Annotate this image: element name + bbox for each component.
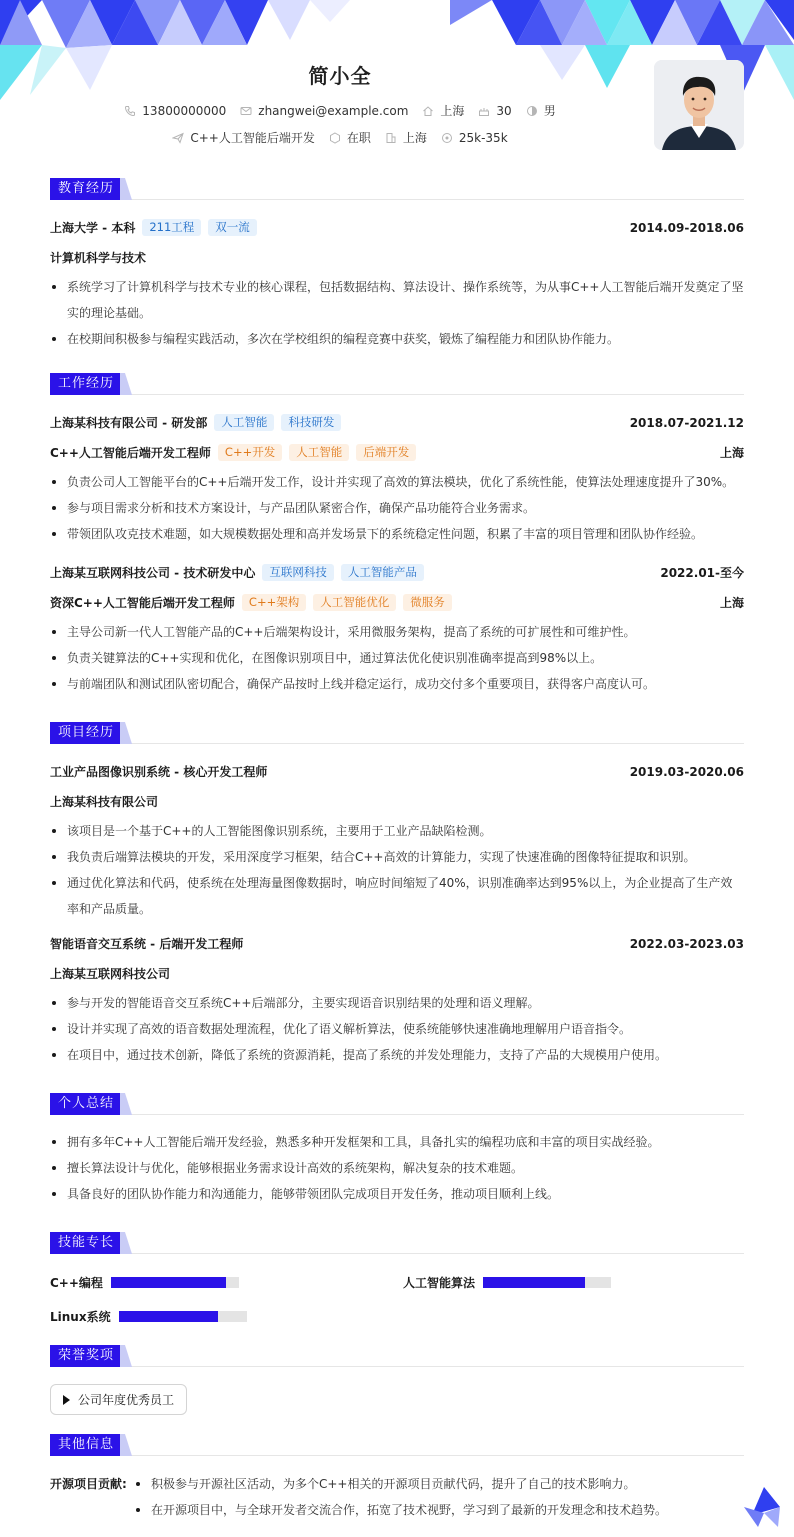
section-title: 教育经历 bbox=[50, 178, 122, 200]
company-tag: 人工智能产品 bbox=[341, 564, 424, 581]
building-icon bbox=[385, 132, 397, 144]
job-tag: C++开发 bbox=[218, 444, 282, 461]
company-tag: 科技研发 bbox=[281, 414, 341, 431]
project-name: 智能语音交互系统 - 后端开发工程师 bbox=[50, 937, 244, 951]
project-period: 2022.03-2023.03 bbox=[629, 936, 744, 951]
company-name: 上海某科技有限公司 - 研发部 bbox=[50, 416, 208, 430]
award-badge bbox=[50, 1384, 187, 1415]
salary-text: 25k-35k bbox=[458, 130, 508, 145]
skill-level-fill bbox=[119, 1311, 219, 1322]
work-period: 2022.01-至今 bbox=[660, 566, 744, 580]
salary-item bbox=[441, 131, 508, 145]
email-item bbox=[240, 104, 408, 118]
section-header bbox=[50, 722, 744, 744]
award-text: 公司年度优秀员工 bbox=[78, 1393, 175, 1407]
section-title: 项目经历 bbox=[50, 722, 122, 744]
age-text: 30 bbox=[496, 103, 512, 118]
list-item: 系统学习了计算机科学与技术专业的核心课程，包括数据结构、算法设计、操作系统等，为从事C++人工智能后端开发奠定了坚实的理论基础。 bbox=[50, 274, 744, 326]
city-text: 上海 bbox=[440, 104, 465, 118]
school-name: 上海大学 - 本科 bbox=[50, 221, 136, 235]
skill-bar bbox=[483, 1277, 611, 1288]
phone-icon bbox=[124, 105, 136, 117]
status-text: 在职 bbox=[346, 131, 371, 145]
list-item: 主导公司新一代人工智能产品的C++后端架构设计，采用微服务架构，提高了系统的可扩展性和可维护性。 bbox=[50, 619, 744, 645]
skill-bar bbox=[111, 1277, 239, 1288]
major-row bbox=[50, 249, 744, 266]
skill-level-fill bbox=[483, 1277, 585, 1288]
status-item bbox=[329, 129, 371, 146]
work-2-header-row bbox=[50, 564, 744, 581]
project-period: 2019.03-2020.06 bbox=[629, 764, 744, 779]
school-tag: 双一流 bbox=[208, 219, 257, 236]
work-1-bullets bbox=[50, 469, 744, 547]
job-title: 资深C++人工智能后端开发工程师 bbox=[50, 596, 235, 610]
avatar bbox=[654, 60, 744, 150]
work-section bbox=[50, 373, 744, 395]
list-item: 负责关键算法的C++实现和优化，在图像识别项目中，通过算法优化使识别准确率提高到98%以上。 bbox=[50, 645, 744, 671]
list-item: 在校期间积极参与编程实践活动，多次在学校组织的编程竞赛中获奖，锻炼了编程能力和团队协作能力。 bbox=[50, 326, 744, 352]
status-icon bbox=[329, 132, 341, 144]
list-item: 参与项目需求分析和技术方案设计，与产品团队紧密合作，确保产品功能符合业务需求。 bbox=[50, 495, 744, 521]
section-header bbox=[50, 373, 744, 395]
title-tail-decoration bbox=[120, 1345, 132, 1367]
other-section bbox=[50, 1434, 744, 1456]
company-tag: 互联网科技 bbox=[262, 564, 334, 581]
title-tail-decoration bbox=[120, 373, 132, 395]
section-title: 工作经历 bbox=[50, 373, 122, 395]
skill-level-fill bbox=[111, 1277, 226, 1288]
education-header-row bbox=[50, 219, 744, 236]
list-item: 与前端团队和测试团队密切配合，确保产品按时上线并稳定运行，成功交付多个重要项目，获得客户高度认可。 bbox=[50, 671, 744, 697]
section-header bbox=[50, 1434, 744, 1456]
skills-section bbox=[50, 1232, 744, 1254]
summary-bullets bbox=[50, 1129, 744, 1207]
job-tag: 人工智能 bbox=[289, 444, 349, 461]
job-target-text: C++人工智能后端开发 bbox=[190, 131, 315, 145]
job-title: C++人工智能后端开发工程师 bbox=[50, 446, 211, 460]
work-2-title-row bbox=[50, 594, 744, 611]
phone-item bbox=[124, 104, 226, 118]
awards-section bbox=[50, 1345, 744, 1367]
job-tag: 人工智能优化 bbox=[313, 594, 396, 611]
skill-item bbox=[403, 1274, 611, 1291]
skill-name: C++编程 bbox=[50, 1276, 103, 1290]
section-title: 技能专长 bbox=[50, 1232, 122, 1254]
project-2-header-row bbox=[50, 935, 744, 952]
list-item: 拥有多年C++人工智能后端开发经验，熟悉多种开发框架和工具，具备扎实的编程功底和丰富的项目实战经验。 bbox=[50, 1129, 744, 1155]
section-header bbox=[50, 178, 744, 200]
work-period: 2018.07-2021.12 bbox=[629, 415, 744, 430]
list-item: 该项目是一个基于C++的人工智能图像识别系统，主要用于工业产品缺陷检测。 bbox=[50, 818, 744, 844]
education-section bbox=[50, 178, 744, 200]
education-bullets bbox=[50, 274, 744, 352]
list-item: 积极参与开源社区活动，为多个C++相关的开源项目贡献代码，提升了自己的技术影响力。 bbox=[133, 1471, 744, 1497]
gender-text: 男 bbox=[543, 104, 556, 118]
send-icon bbox=[172, 132, 184, 144]
target-city-item bbox=[385, 129, 427, 146]
list-item: 在项目中，通过技术创新，降低了系统的资源消耗，提高了系统的并发处理能力，支持了产品的大规模用户使用。 bbox=[50, 1042, 744, 1068]
cake-icon bbox=[478, 105, 490, 117]
target-city-text: 上海 bbox=[402, 131, 427, 145]
corner-triangle-decoration bbox=[744, 1487, 780, 1527]
project-company: 上海某互联网科技公司 bbox=[50, 967, 171, 981]
city-item bbox=[422, 102, 464, 119]
section-title: 个人总结 bbox=[50, 1093, 122, 1115]
company-name: 上海某互联网科技公司 - 技术研发中心 bbox=[50, 566, 256, 580]
job-location: 上海 bbox=[719, 596, 744, 610]
work-1-title-row bbox=[50, 444, 744, 461]
list-item: 在开源项目中，与全球开发者交流合作，拓宽了技术视野，学习到了最新的开发理念和技术趋势。 bbox=[133, 1497, 744, 1523]
phone-text: 13800000000 bbox=[142, 103, 227, 118]
list-item: 我负责后端算法模块的开发，采用深度学习框架，结合C++高效的计算能力，实现了快速准确的图像特征提取和识别。 bbox=[50, 844, 744, 870]
skill-name: 人工智能算法 bbox=[403, 1276, 476, 1290]
email-text: zhangwei@example.com bbox=[258, 103, 409, 118]
job-tag: 微服务 bbox=[403, 594, 452, 611]
list-item: 擅长算法设计与优化，能够根据业务需求设计高效的系统架构，解决复杂的技术难题。 bbox=[50, 1155, 744, 1181]
title-tail-decoration bbox=[120, 1093, 132, 1115]
school-tag: 211工程 bbox=[142, 219, 201, 236]
major-name: 计算机科学与技术 bbox=[50, 251, 147, 265]
list-item: 负责公司人工智能平台的C++后端开发工作，设计并实现了高效的算法模块，优化了系统性能，使算法处理速度提升了30%。 bbox=[50, 469, 744, 495]
project-1-company-row bbox=[50, 793, 744, 810]
job-tag: C++架构 bbox=[242, 594, 306, 611]
project-2-company-row bbox=[50, 965, 744, 982]
title-tail-decoration bbox=[120, 722, 132, 744]
candidate-name: 简小全 bbox=[308, 64, 372, 88]
list-item: 具备良好的团队协作能力和沟通能力，能够带领团队完成项目开发任务，推动项目顺利上线。 bbox=[50, 1181, 744, 1207]
project-name: 工业产品图像识别系统 - 核心开发工程师 bbox=[50, 765, 268, 779]
project-1-bullets bbox=[50, 818, 744, 922]
section-title: 荣誉奖项 bbox=[50, 1345, 122, 1367]
title-tail-decoration bbox=[120, 1434, 132, 1456]
gender-item bbox=[526, 102, 556, 119]
other-label: 开源项目贡献: bbox=[50, 1477, 127, 1491]
age-item bbox=[478, 104, 511, 118]
summary-section bbox=[50, 1093, 744, 1115]
title-tail-decoration bbox=[120, 1232, 132, 1254]
job-tag: 后端开发 bbox=[356, 444, 416, 461]
skill-bar bbox=[119, 1311, 247, 1322]
work-2-bullets bbox=[50, 619, 744, 697]
skill-item bbox=[50, 1274, 239, 1291]
list-item: 带领团队攻克技术难题，如大规模数据处理和高并发场景下的系统稳定性问题，积累了丰富的项目管理和团队协作经验。 bbox=[50, 521, 744, 547]
job-target-item bbox=[172, 129, 315, 146]
other-bullets bbox=[133, 1471, 744, 1523]
education-period: 2014.09-2018.06 bbox=[629, 220, 744, 235]
job-location: 上海 bbox=[719, 446, 744, 460]
mail-icon bbox=[240, 105, 252, 117]
job-intention-row bbox=[0, 129, 680, 146]
salary-icon bbox=[441, 132, 453, 144]
project-company: 上海某科技有限公司 bbox=[50, 795, 159, 809]
play-icon bbox=[63, 1395, 70, 1405]
section-header bbox=[50, 1232, 744, 1254]
home-icon bbox=[422, 105, 434, 117]
contact-info-row bbox=[0, 102, 680, 119]
work-1-header-row bbox=[50, 414, 744, 431]
skill-name: Linux系统 bbox=[50, 1310, 111, 1324]
list-item: 参与开发的智能语音交互系统C++后端部分，主要实现语音识别结果的处理和语义理解。 bbox=[50, 990, 744, 1016]
projects-section bbox=[50, 722, 744, 744]
company-tag: 人工智能 bbox=[214, 414, 274, 431]
gender-icon bbox=[526, 105, 538, 117]
project-1-header-row bbox=[50, 763, 744, 780]
list-item: 设计并实现了高效的语音数据处理流程，优化了语义解析算法，使系统能够快速准确地理解用户语音指令。 bbox=[50, 1016, 744, 1042]
section-header bbox=[50, 1345, 744, 1367]
section-header bbox=[50, 1093, 744, 1115]
section-title: 其他信息 bbox=[50, 1434, 122, 1456]
list-item: 通过优化算法和代码，使系统在处理海量图像数据时，响应时间缩短了40%，识别准确率达到95%以上，为企业提高了生产效率和产品质量。 bbox=[50, 870, 744, 922]
skill-item bbox=[50, 1308, 247, 1325]
title-tail-decoration bbox=[120, 178, 132, 200]
project-2-bullets bbox=[50, 990, 744, 1068]
